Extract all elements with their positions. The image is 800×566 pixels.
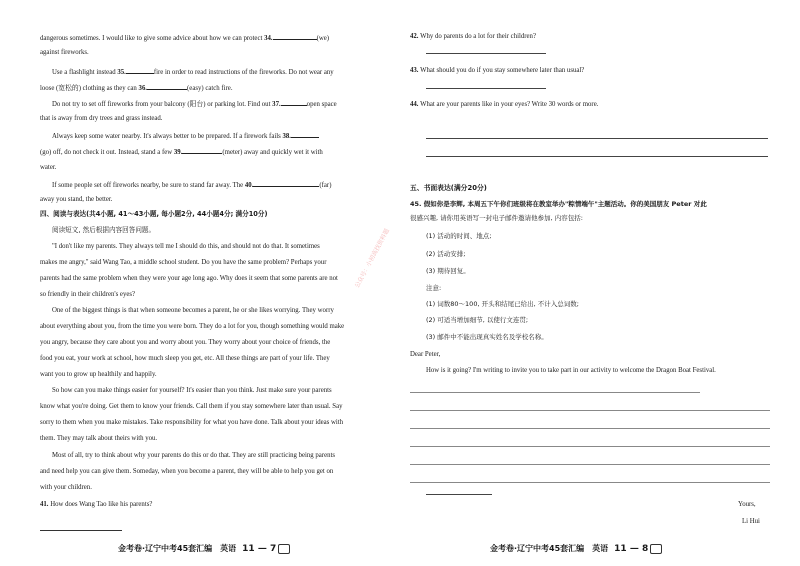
passage-line: One of the biggest things is that when someone becomes a parent, he or she likes worrying. They worry [52,307,334,314]
passage-line: Use a flashlight instead 35. fire in order to read instructions of the fireworks. Do not wear any [52,66,334,77]
writing-line[interactable] [410,410,770,411]
passage-line: loose (宽松的) clothing as they can 36. (easy) catch fire. [40,82,233,93]
passage-line: (go) off, do not check it out. Instead, stand a few 39. (meter) away and quickly wet it with [40,146,323,157]
instruction: 阅读短文, 然后根据内容回答问题。 [52,226,156,234]
note-title: 注意: [426,284,442,292]
answer-line[interactable] [426,156,768,157]
answer-line[interactable] [426,138,768,139]
greeting: Dear Peter, [410,351,441,358]
passage-line: water. [40,164,57,171]
prompt-item: (2) 活动安排; [426,250,466,258]
passage-line: sorry to them when you make mistakes. Take responsibility for what you have done. Talk about your ideas with [40,419,344,426]
opening: How is it going? I'm writing to invite you to take part in our activity to welcome the Dragon Boat Festival. [426,367,716,374]
question-43: 43. What should you do if you stay somewhere later than usual? [410,67,585,74]
passage-line: makes me angry," said Wang Tao, a middle school student. Do you have the same problem? Perhaps your [40,259,327,266]
passage-line: Always keep some water nearby. It's always better to be prepared. If a firework fails 38. [52,130,319,141]
passage-line: want you to grow up healthily and happily. [40,371,157,378]
note-item: (3) 邮件中不能出现真实姓名及学校名称。 [426,333,548,341]
prompt-line: 45. 假如你是李辉, 本周五下午你们班级将在教室举办"粽情端午"主题活动。你的美国朋友 Peter 对此 [410,200,707,208]
answer-line[interactable] [40,530,122,531]
logo-icon [278,544,290,554]
passage-line: you angry, because they care about you and worry about you. They worry about your choice of friends, the [40,339,331,346]
passage-line: and need help you can give them. Someday, when you become a parent, they will be able to help you get on [40,468,334,475]
watermark: 公众号：小初高找资料题 [353,227,391,290]
passage-line: Do not try to set off fireworks from your balcony (阳台) or parking lot. Find out 37. open space [52,98,337,109]
passage-line: Most of all, try to think about why your parents do this or do that. They are still practicing being parents [52,452,336,459]
answer-blank[interactable] [253,179,319,187]
passage-line: about everything about you, from the time you were born. They do a lot for you, though something would make [40,323,345,330]
passage-line: with your children. [40,484,92,491]
passage-line: "I don't like my parents. They always tell me I should do this, and should not do that. It sometimes [52,243,320,250]
prompt-item: (1) 活动的时间、地点; [426,232,492,240]
answer-line[interactable] [426,53,546,54]
passage-line: that is away from dry trees and grass instead. [40,115,163,122]
section-heading: 五、书面表达(满分20分) [410,184,487,192]
answer-blank[interactable] [291,130,319,138]
passage-line: know what you're doing. Get them to know your friends. Call them if you stay somewhere later than usual. Say [40,403,343,410]
question-42: 42. Why do parents do a lot for their children? [410,33,536,40]
writing-line[interactable] [410,428,770,429]
answer-blank[interactable] [281,98,307,106]
passage-line: parents had the same problem when they were your age long ago. Why does it seem that some parents are not [40,275,338,282]
passage-line: against fireworks. [40,49,89,56]
answer-blank[interactable] [273,32,317,40]
passage-line: If some people set off fireworks nearby, be sure to stand far away. The 40. (far) [52,179,331,190]
answer-blank[interactable] [147,82,187,90]
writing-line[interactable] [426,494,492,495]
writing-line[interactable] [410,446,770,447]
section-heading: 四、阅读与表达(共4小题, 41～43小题, 每小题2分, 44小题4分; 满分10分) [40,210,268,218]
footer-left: 金考卷·辽宁中考45套汇编 英语 11 — 7 [118,543,290,554]
writing-line[interactable] [410,392,700,393]
writing-line[interactable] [410,464,770,465]
prompt-line: 很感兴趣, 请你用英语写一封电子邮件邀请他参加, 内容包括: [410,214,583,222]
answer-line[interactable] [426,88,546,89]
answer-blank[interactable] [182,146,222,154]
passage-line: them. They may talk about theirs with you. [40,435,158,442]
question-41: 41. How does Wang Tao like his parents? [40,501,153,508]
right-page [400,0,800,566]
logo-icon [650,544,662,554]
writing-line[interactable] [410,482,770,483]
passage-line: dangerous sometimes. I would like to give some advice about how we can protect 34. (we) [40,32,329,43]
footer-right: 金考卷·辽宁中考45套汇编 英语 11 — 8 [490,543,662,554]
answer-blank[interactable] [126,66,154,74]
passage-line: food you eat, your work at school, how much sleep you get, etc. All these things are part of your life. They [40,355,330,362]
note-item: (1) 词数80～100, 开头和结尾已给出, 不计入总词数; [426,300,579,308]
passage-line: So how can you make things easier for yourself? It's easier than you think. Just make sure your parents [52,387,332,394]
prompt-item: (3) 期待回复。 [426,267,470,275]
question-44: 44. What are your parents like in your eyes? Write 30 words or more. [410,101,599,108]
note-item: (2) 可适当增加细节, 以使行文连贯; [426,316,529,324]
passage-line: away you stand, the better. [40,196,113,203]
passage-line: so friendly in their children's eyes? [40,291,136,298]
signature: Li Hui [742,518,760,525]
closing: Yours, [738,501,756,508]
